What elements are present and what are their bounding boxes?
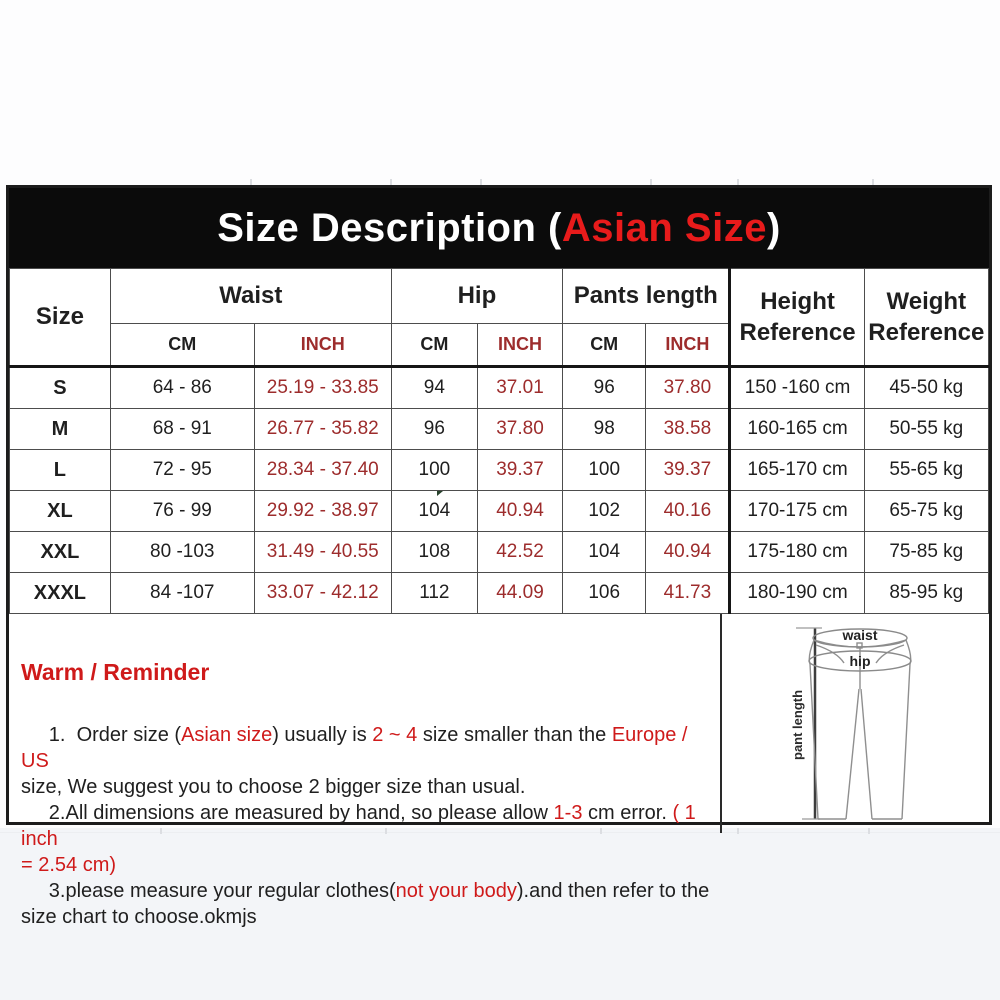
cell-waist-cm: 68 - 91 — [110, 409, 254, 450]
unit-header-pants-cm: CM — [563, 324, 646, 367]
unit-header-waist-inch: INCH — [254, 324, 391, 367]
size-table — [9, 268, 989, 614]
title-text-highlight: Asian Size — [561, 205, 767, 250]
reminder-line — [21, 904, 714, 930]
reminder-panel — [9, 614, 722, 928]
cell-size: L — [10, 450, 111, 491]
cell-pants-cm: 98 — [563, 409, 646, 450]
cell-waist-inch: 26.77 - 35.82 — [254, 409, 391, 450]
cell-hip-inch: 37.01 — [477, 367, 562, 409]
table-row — [10, 532, 989, 573]
column-header-weight-reference: Weight Reference — [864, 269, 988, 367]
cell-size: XXXL — [10, 573, 111, 614]
cell-weight: 75-85 kg — [864, 532, 988, 573]
cell-waist-cm: 64 - 86 — [110, 367, 254, 409]
unit-header-pants-inch: INCH — [646, 324, 730, 367]
column-header-pants-length: Pants length — [563, 269, 730, 324]
reminder-line — [21, 852, 714, 878]
reminder-text: 3.please measure your regular clothes( — [21, 880, 396, 902]
table-row — [10, 491, 989, 532]
cell-pants-cm: 102 — [563, 491, 646, 532]
cell-hip-cm: 112 — [391, 573, 477, 614]
cell-weight: 65-75 kg — [864, 491, 988, 532]
reminder-line — [21, 800, 714, 852]
cell-weight: 85-95 kg — [864, 573, 988, 614]
cell-weight: 55-65 kg — [864, 450, 988, 491]
pants-measurement-diagram — [722, 614, 990, 833]
reminder-text-red: Asian size — [181, 724, 273, 746]
pants-diagram-svg — [722, 614, 990, 831]
cell-waist-cm: 72 - 95 — [110, 450, 254, 491]
cell-height: 160-165 cm — [730, 409, 864, 450]
reminder-line — [21, 774, 714, 800]
cell-size: M — [10, 409, 111, 450]
reminder-text-red: = 2.54 cm) — [21, 854, 117, 876]
cell-height: 150 -160 cm — [730, 367, 864, 409]
reminder-lines — [21, 722, 714, 930]
title-bar — [9, 188, 989, 268]
cell-height: 170-175 cm — [730, 491, 864, 532]
reminder-text-red: not your body — [395, 880, 517, 902]
column-header-size: Size — [10, 269, 111, 367]
reminder-line — [21, 878, 714, 904]
table-row — [10, 450, 989, 491]
cell-hip-inch: 40.94 — [477, 491, 562, 532]
cell-pants-inch: 41.73 — [646, 573, 730, 614]
reminder-heading: Warm / Reminder — [21, 659, 210, 685]
column-header-hip: Hip — [391, 269, 562, 324]
unit-header-hip-inch: INCH — [477, 324, 562, 367]
reminder-text-red: 2 ~ 4 — [372, 724, 418, 746]
cell-waist-inch: 25.19 - 33.85 — [254, 367, 391, 409]
reminder-line — [21, 722, 714, 774]
column-header-height-reference: Height Reference — [730, 269, 864, 367]
cell-size: XXL — [10, 532, 111, 573]
cell-size: S — [10, 367, 111, 409]
reminder-text: ) usually is — [272, 724, 373, 746]
cell-pants-cm: 96 — [563, 367, 646, 409]
cell-pants-inch: 39.37 — [646, 450, 730, 491]
cell-height: 175-180 cm — [730, 532, 864, 573]
cell-pants-cm: 104 — [563, 532, 646, 573]
unit-header-waist-cm: CM — [110, 324, 254, 367]
cell-hip-cm: 104 — [391, 491, 477, 532]
cell-hip-cm: 96 — [391, 409, 477, 450]
reminder-text-red: ( 1 inch — [21, 802, 702, 850]
reminder-text: size smaller than the — [417, 724, 612, 746]
cell-waist-cm: 80 -103 — [110, 532, 254, 573]
cell-hip-inch: 44.09 — [477, 573, 562, 614]
cell-hip-cm: 100 — [391, 450, 477, 491]
reminder-text: 1. Order size ( — [21, 724, 182, 746]
cell-hip-cm: 108 — [391, 532, 477, 573]
reminder-text: 2.All dimensions are measured by hand, so please allow — [21, 802, 554, 824]
table-row — [10, 573, 989, 614]
title-text-suffix: ) — [766, 205, 781, 250]
hip-label: hip — [849, 653, 871, 669]
reminder-text: cm error. — [582, 802, 673, 824]
cell-pants-inch: 40.94 — [646, 532, 730, 573]
cell-waist-cm: 84 -107 — [110, 573, 254, 614]
unit-header-hip-cm: CM — [391, 324, 477, 367]
cell-height: 165-170 cm — [730, 450, 864, 491]
size-chart-frame — [6, 185, 992, 928]
cell-weight: 45-50 kg — [864, 367, 988, 409]
bottom-section — [9, 614, 989, 928]
cell-waist-cm: 76 - 99 — [110, 491, 254, 532]
reminder-text: size, We suggest you to choose 2 bigger size than usual. — [21, 776, 526, 798]
table-row — [10, 367, 989, 409]
cell-hip-cm: 94 — [391, 367, 477, 409]
cell-pants-inch: 38.58 — [646, 409, 730, 450]
reminder-text-red: 1-3 — [553, 802, 583, 824]
cell-hip-inch: 42.52 — [477, 532, 562, 573]
cell-waist-inch: 33.07 - 42.12 — [254, 573, 391, 614]
cell-pants-inch: 37.80 — [646, 367, 730, 409]
waist-label: waist — [842, 627, 878, 643]
title-text-prefix: Size Description ( — [217, 205, 562, 250]
size-table-body — [10, 367, 989, 614]
cell-size: XL — [10, 491, 111, 532]
column-header-waist: Waist — [110, 269, 391, 324]
cell-pants-cm: 106 — [563, 573, 646, 614]
reminder-text: size chart to choose.okmjs — [21, 906, 257, 928]
cell-hip-inch: 37.80 — [477, 409, 562, 450]
cell-pants-inch: 40.16 — [646, 491, 730, 532]
cell-weight: 50-55 kg — [864, 409, 988, 450]
cell-waist-inch: 28.34 - 37.40 — [254, 450, 391, 491]
reminder-text: ).and then refer to the — [516, 880, 710, 902]
cell-pants-cm: 100 — [563, 450, 646, 491]
reminder-text-red: Europe / US — [21, 724, 693, 772]
table-row — [10, 409, 989, 450]
cell-corner-marker — [437, 491, 443, 496]
cell-waist-inch: 29.92 - 38.97 — [254, 491, 391, 532]
cell-hip-inch: 39.37 — [477, 450, 562, 491]
cell-waist-inch: 31.49 - 40.55 — [254, 532, 391, 573]
pant-length-label: pant length — [790, 689, 806, 760]
cell-height: 180-190 cm — [730, 573, 864, 614]
